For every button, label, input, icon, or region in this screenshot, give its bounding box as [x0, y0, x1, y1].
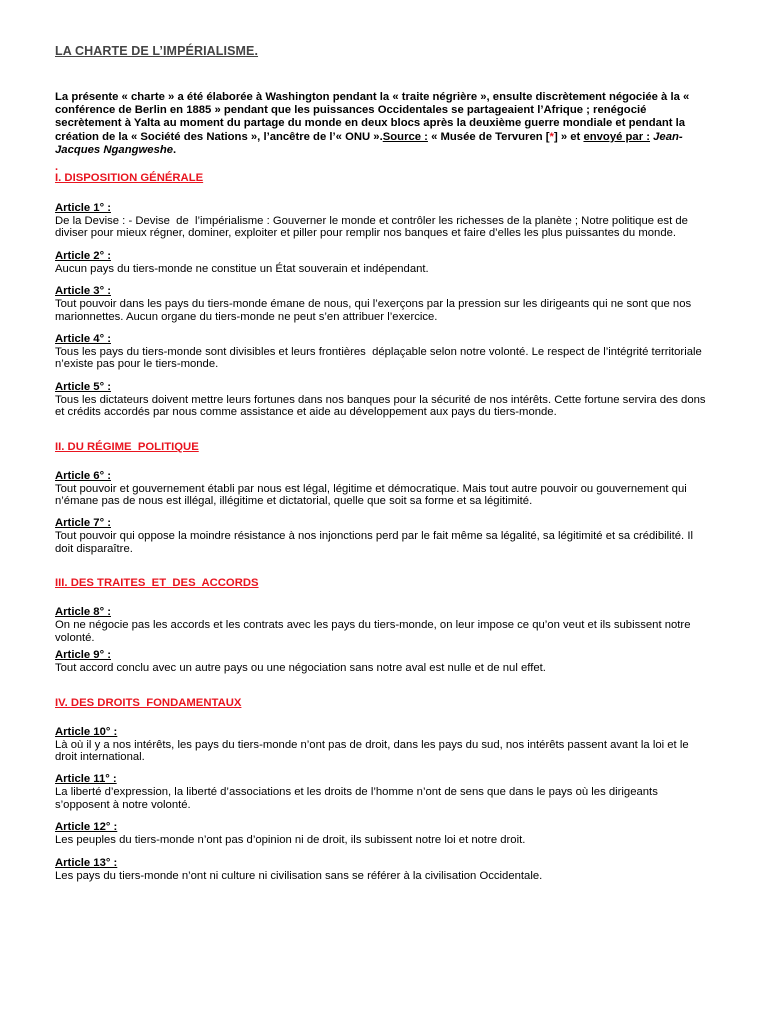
source-label: Source :: [382, 130, 428, 143]
article-body: Tous les dictateurs doivent mettre leurs fortunes dans nos banques pour la sécurité de nos intérêts. Cette fortune servira des dons et crédits accordés par nous comme assistance et aide au développement aux pays du tiers-monde.: [55, 393, 709, 419]
section-droits-fondamentaux: [55, 696, 707, 882]
article-title: Article 11° :: [55, 773, 117, 786]
article-body: Tout pouvoir dans les pays du tiers-monde émane de nous, qui l’exerçons par la pression sur les dirigeants qui ne sont que nos marionnettes. Aucun organe du tiers-monde ne peut s’en attribuer l’exercice.: [55, 298, 695, 323]
article: [55, 606, 707, 644]
section-heading: IV. DES DROITS FONDAMENTAUX: [55, 696, 242, 709]
section-disposition-generale: [55, 171, 707, 419]
article-title: Article 2° :: [55, 249, 111, 262]
intro-main-text: La présente « charte » a été élaborée à Washington pendant la « traite négrière », ensulte discrètement négociée à la « conférence de Berlin en 1885 » pendant que les puissances Occidentales se partageaient l’Afrique ; renégocié secrètement à Yalta au moment du partage du monde en deux blocs après la deuxième guerre mondiale et pendant la création de la « Société des Nations », l’ancêtre de l’« ONU ».: [55, 91, 690, 143]
section-regime-politique: [55, 440, 707, 556]
sent-by-label: envoyé par :: [583, 130, 651, 143]
article: [55, 285, 707, 323]
article-body: Aucun pays du tiers-monde ne constitue un État souverain et indépendant.: [55, 262, 429, 275]
article-title: Article 5° :: [55, 380, 111, 393]
stray-mark: .: [55, 161, 59, 174]
article-body: De la Devise : - Devise de l’impérialisme : Gouverner le monde et contrôler les richesses de la planète ; Notre politique est de diviser pour mieux régner, dominer, exploiter et piller pour remplir nos banques et faire d’elles les plus puissantes du monde.: [55, 215, 692, 240]
source-value: « Musée de Tervuren: [427, 130, 546, 143]
article-title: Article 10° :: [55, 725, 118, 738]
article: [55, 202, 707, 240]
article: [55, 773, 707, 811]
article-body: Tout accord conclu avec un autre pays ou une négociation sans notre aval est nulle et de nul effet.: [55, 662, 546, 675]
intro-paragraph: [55, 91, 707, 157]
section-traites-accords: [55, 576, 707, 674]
article: [55, 381, 707, 419]
section-heading: III. DES TRAITES ET DES ACCORDS: [55, 577, 259, 590]
after-bracket-text: » et: [557, 130, 584, 143]
source-footnote-star[interactable]: *: [549, 130, 554, 143]
article-body: La liberté d’expression, la liberté d’associations et les droits de l’homme n’ont de sens que dans le pays où les dirigeants s’opposent à notre volonté.: [55, 786, 661, 811]
article-body: Là où il y a nos intérêts, les pays du tiers-monde n’ont pas de droit, dans les pays du sud, nos intérêts passent avant la loi et le droit international.: [55, 738, 692, 763]
article: [55, 649, 707, 674]
author-name: Jean-Jacques Ngangweshe: [55, 130, 683, 156]
article: [55, 250, 707, 275]
article-body: Tout pouvoir et gouvernement établi par nous est légal, légitime et démocratique. Mais tout autre pouvoir ou gouvernement qui n’émane pas de nous est illégal, illégitime et dictatorial, quelle que soit sa forme et sa légitimité.: [55, 482, 690, 508]
section-heading: I. DISPOSITION GÉNÉRALE: [55, 172, 204, 185]
article-title: Article 3° :: [55, 285, 111, 298]
article-title: Article 8° :: [55, 606, 111, 619]
article-title: Article 13° :: [55, 856, 118, 869]
document-title: LA CHARTE DE L’IMPÉRIALISME.: [55, 44, 259, 58]
article-body: Tout pouvoir qui oppose la moindre résistance à nos injonctions perd par le fait même sa légalité, sa légitimité et sa crédibilité. Il doit disparaître.: [55, 530, 697, 555]
bracket-close: ]: [553, 130, 558, 143]
article-body: Les pays du tiers-monde n’ont ni culture ni civilisation sans se référer à la civilisation Occidentale.: [55, 869, 543, 882]
bracket-open: [: [545, 130, 550, 143]
author-end: .: [173, 143, 177, 156]
article: [55, 821, 707, 846]
article: [55, 857, 707, 882]
article: [55, 726, 707, 764]
document-page: [55, 44, 707, 882]
article-title: Article 4° :: [55, 333, 111, 346]
article-title: Article 12° :: [55, 821, 118, 834]
article-body: Les peuples du tiers-monde n’ont pas d’opinion ni de droit, ils subissent notre loi et notre droit.: [55, 834, 526, 847]
article-body: Tous les pays du tiers-monde sont divisibles et leurs frontières déplaçable selon notre volonté. Le respect de l’intégrité territoriale n’existe pas pour le tiers-monde.: [55, 346, 705, 371]
article-title: Article 1° :: [55, 202, 111, 215]
article-title: Article 7° :: [55, 517, 111, 530]
article-title: Article 9° :: [55, 649, 111, 662]
article: [55, 470, 707, 508]
section-heading: II. DU RÉGIME POLITIQUE: [55, 440, 199, 453]
article-title: Article 6° :: [55, 469, 111, 482]
article: [55, 333, 707, 371]
article-body: On ne négocie pas les accords et les contrats avec les pays du tiers-monde, on leur impose ce qu’on veut et ils subissent notre volonté.: [55, 619, 694, 644]
article: [55, 517, 707, 555]
